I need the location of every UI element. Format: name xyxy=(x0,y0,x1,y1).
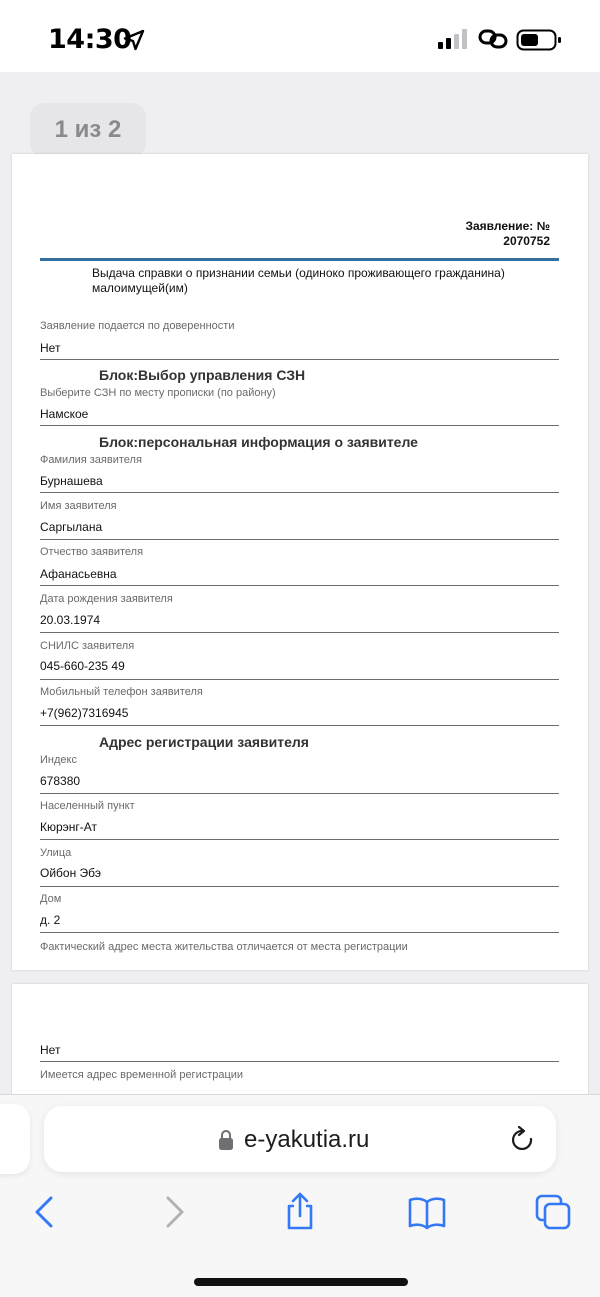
field-proxy xyxy=(40,320,559,360)
tabs-icon[interactable] xyxy=(533,1192,573,1232)
cellular-signal-icon xyxy=(438,29,468,49)
field-value: Саргылана xyxy=(40,520,103,534)
previous-tab-preview[interactable] xyxy=(0,1104,30,1174)
field-label: Фамилия заявителя xyxy=(40,454,142,466)
field-value: Афанасьевна xyxy=(40,567,117,581)
field-label: СНИЛС заявителя xyxy=(40,640,135,652)
url-text[interactable]: e-yakutia.ru xyxy=(244,1126,370,1153)
field-snils xyxy=(40,640,559,680)
field-label: Имя заявителя xyxy=(40,500,117,512)
field-house xyxy=(40,893,559,933)
application-title: Заявление: № xyxy=(465,219,550,233)
block-heading-szn: Блок:Выбор управления СЗН xyxy=(99,367,306,383)
personal-hotspot-icon xyxy=(478,26,508,52)
forward-icon[interactable] xyxy=(155,1192,195,1232)
field-value: 045-660-235 49 xyxy=(40,659,125,673)
battery-icon xyxy=(516,28,562,52)
lock-icon xyxy=(218,1129,234,1151)
field-szn xyxy=(40,387,559,426)
field-label: Заявление подается по доверенности xyxy=(40,320,235,332)
field-label: Населенный пункт xyxy=(40,800,135,812)
location-arrow-icon xyxy=(122,28,146,52)
field-label: Индекс xyxy=(40,754,77,766)
home-indicator[interactable] xyxy=(194,1278,408,1286)
field-label: Отчество заявителя xyxy=(40,546,144,558)
status-time: 14:30 xyxy=(48,24,132,55)
field-label: Дом xyxy=(40,893,62,905)
field-postal-index xyxy=(40,754,559,794)
field-value: д. 2 xyxy=(40,913,61,927)
field-label: Улица xyxy=(40,847,72,859)
field-label: Мобильный телефон заявителя xyxy=(40,686,203,698)
header-divider xyxy=(40,258,559,261)
field-value: Нет xyxy=(40,1043,61,1057)
field-birth-date xyxy=(40,593,559,633)
field-value: 20.03.1974 xyxy=(40,613,101,627)
actual-address-label: Фактический адрес места жительства отличается от места регистрации xyxy=(40,941,408,953)
application-number xyxy=(410,219,550,249)
field-actual-address xyxy=(40,1041,559,1062)
block-heading-personal: Блок:персональная информация о заявителе xyxy=(99,434,418,450)
field-locality xyxy=(40,800,559,840)
page-counter: 1 из 2 xyxy=(30,103,146,157)
field-street xyxy=(40,847,559,887)
field-value: Бурнашева xyxy=(40,474,103,488)
bookmarks-icon[interactable] xyxy=(407,1192,447,1232)
field-first-name xyxy=(40,500,559,540)
field-mobile-phone xyxy=(40,686,559,726)
status-bar xyxy=(0,0,600,72)
field-value: 678380 xyxy=(40,774,81,788)
back-icon[interactable] xyxy=(24,1192,64,1232)
field-patronymic xyxy=(40,546,559,586)
field-last-name xyxy=(40,454,559,493)
field-value: Намское xyxy=(40,407,89,421)
block-heading-address: Адрес регистрации заявителя xyxy=(99,734,309,750)
field-value: Ойбон Эбэ xyxy=(40,866,102,880)
share-icon[interactable] xyxy=(280,1192,320,1232)
field-value: +7(962)7316945 xyxy=(40,706,129,720)
temp-registration-label: Имеется адрес временной регистрации xyxy=(40,1069,244,1081)
field-value: Нет xyxy=(40,341,61,355)
field-label: Дата рождения заявителя xyxy=(40,593,173,605)
field-value: Кюрэнг-Ат xyxy=(40,820,98,834)
field-label: Выберите СЗН по месту прописки (по району) xyxy=(40,387,276,399)
reload-icon[interactable] xyxy=(510,1126,536,1154)
application-number-value: 2070752 xyxy=(503,234,550,248)
service-name: Выдача справки о признании семьи (одиноко проживающего гражданина) малоимущей(им) xyxy=(92,266,505,295)
